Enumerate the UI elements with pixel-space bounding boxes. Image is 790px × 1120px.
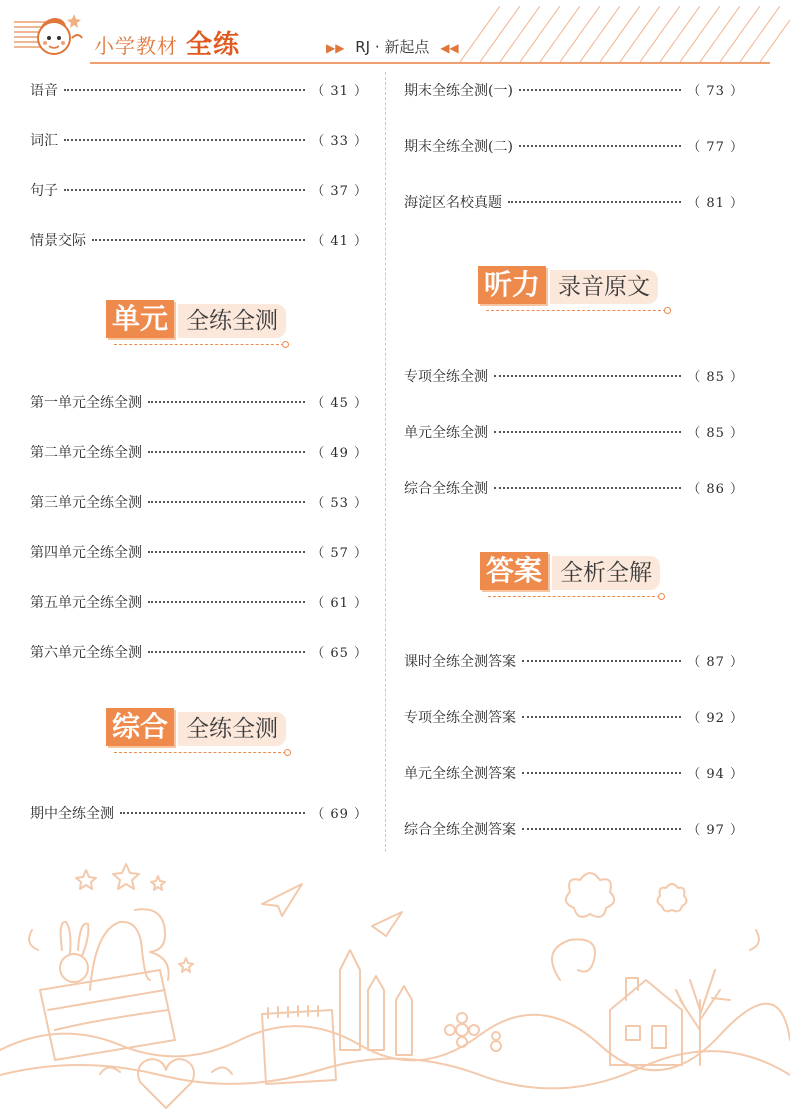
toc-title: 期末全练全测(二): [404, 139, 513, 155]
toc-item[interactable]: [30, 180, 368, 200]
toc-page: （ 94 ）: [687, 767, 744, 782]
section-banner-unit: [106, 300, 286, 350]
leader-dots: [494, 487, 681, 489]
toc-item[interactable]: [30, 542, 368, 562]
toc-title: 第一单元全练全测: [30, 395, 142, 411]
leader-dots: [522, 772, 681, 774]
toc-page: （ 73 ）: [687, 84, 744, 99]
brand-strong-text: 全练: [186, 30, 241, 60]
column-divider: [385, 72, 386, 852]
toc-item[interactable]: [404, 763, 744, 783]
toc-item[interactable]: [404, 136, 744, 156]
edition-label: [326, 36, 459, 57]
toc-page: （ 45 ）: [311, 396, 368, 411]
toc-item[interactable]: [404, 192, 744, 212]
page-header: [0, 0, 790, 70]
toc-item[interactable]: [30, 642, 368, 662]
toc-item[interactable]: [30, 492, 368, 512]
toc-page: （ 85 ）: [687, 370, 744, 385]
double-arrow-left-icon: ◀◀: [440, 41, 459, 55]
leader-dots: [120, 812, 305, 814]
section-banner-sub: 录音原文: [550, 270, 658, 304]
section-banner-underline: [488, 596, 660, 597]
section-banner-dot: [284, 749, 291, 756]
toc-page: （ 92 ）: [687, 711, 744, 726]
toc-page: （ 61 ）: [311, 596, 368, 611]
toc-page: （ 69 ）: [311, 807, 368, 822]
leader-dots: [508, 201, 681, 203]
toc-item[interactable]: [404, 819, 744, 839]
star-icon: [76, 870, 96, 889]
leader-dots: [148, 551, 305, 553]
leader-dots: [148, 401, 305, 403]
section-banner-sub: 全练全测: [178, 304, 286, 338]
toc-item[interactable]: [404, 478, 744, 498]
toc-item[interactable]: [30, 230, 368, 250]
toc-title: 第五单元全练全测: [30, 595, 142, 611]
toc-title: 情景交际: [30, 233, 86, 249]
toc-item[interactable]: [404, 651, 744, 671]
toc-title: 句子: [30, 183, 58, 199]
toc-page: （ 31 ）: [311, 84, 368, 99]
leader-dots: [148, 651, 305, 653]
toc-item[interactable]: [30, 130, 368, 150]
leader-dots: [522, 660, 681, 662]
section-banner-dot: [282, 341, 289, 348]
leader-dots: [519, 145, 681, 147]
leader-dots: [92, 239, 305, 241]
toc-title: 词汇: [30, 133, 58, 149]
toc-page: （ 85 ）: [687, 426, 744, 441]
section-banner-answers: [480, 552, 662, 602]
toc-title: 第三单元全练全测: [30, 495, 142, 511]
header-hatch-decoration: [460, 6, 790, 62]
toc-page: （ 97 ）: [687, 823, 744, 838]
leader-dots: [522, 716, 681, 718]
toc-title: 海淀区名校真题: [404, 195, 502, 211]
section-banner-comprehensive: [106, 708, 288, 758]
toc-item[interactable]: [404, 80, 744, 100]
toc-page: （ 37 ）: [311, 184, 368, 199]
section-banner-dot: [658, 593, 665, 600]
toc-title: 单元全练全测答案: [404, 766, 516, 782]
toc-title: 专项全练全测: [404, 369, 488, 385]
toc-page: （ 86 ）: [687, 482, 744, 497]
toc-title: 期末全练全测(一): [404, 83, 513, 99]
toc-item[interactable]: [404, 366, 744, 386]
section-banner-main: 单元: [106, 300, 174, 338]
toc-title: 单元全练全测: [404, 425, 488, 441]
leader-dots: [148, 601, 305, 603]
leader-dots: [64, 189, 305, 191]
leader-dots: [494, 375, 681, 377]
toc-title: 第二单元全练全测: [30, 445, 142, 461]
section-banner-underline: [114, 752, 286, 753]
toc-page: （ 53 ）: [311, 496, 368, 511]
toc-page: （ 41 ）: [311, 234, 368, 249]
leader-dots: [148, 501, 305, 503]
toc-item[interactable]: [30, 442, 368, 462]
brand-title: [94, 24, 240, 61]
toc-page: （ 81 ）: [687, 196, 744, 211]
toc-page: （ 87 ）: [687, 655, 744, 670]
leader-dots: [64, 89, 305, 91]
toc-item[interactable]: [30, 803, 368, 823]
toc-title: 综合全练全测: [404, 481, 488, 497]
toc-item[interactable]: [30, 80, 368, 100]
section-banner-listening: [478, 266, 668, 316]
toc-item[interactable]: [404, 422, 744, 442]
section-banner-sub: 全析全解: [552, 556, 660, 590]
section-banner-sub: 全练全测: [178, 712, 286, 746]
toc-title: 第六单元全练全测: [30, 645, 142, 661]
leader-dots: [519, 89, 681, 91]
star-icon: [113, 864, 139, 889]
footer-illustration: [0, 850, 790, 1120]
edition-text: RJ · 新起点: [355, 38, 430, 56]
section-banner-dot: [664, 307, 671, 314]
toc-title: 语音: [30, 83, 58, 99]
toc-title: 综合全练全测答案: [404, 822, 516, 838]
toc-title: 课时全练全测答案: [404, 654, 516, 670]
header-underline: [90, 62, 770, 64]
section-banner-main: 听力: [478, 266, 546, 304]
toc-page: （ 33 ）: [311, 134, 368, 149]
section-banner-underline: [114, 344, 284, 345]
toc-item[interactable]: [30, 592, 368, 612]
section-banner-main: 答案: [480, 552, 548, 590]
toc-page: （ 65 ）: [311, 646, 368, 661]
brand-text: 小学教材: [94, 34, 178, 58]
leader-dots: [148, 451, 305, 453]
section-banner-underline: [486, 310, 666, 311]
toc-title: 专项全练全测答案: [404, 710, 516, 726]
star-icon: [179, 958, 193, 972]
toc-item[interactable]: [404, 707, 744, 727]
section-banner-main: 综合: [106, 708, 174, 746]
leader-dots: [64, 139, 305, 141]
toc-page: （ 77 ）: [687, 140, 744, 155]
toc-item[interactable]: [30, 392, 368, 412]
leader-dots: [494, 431, 681, 433]
mascot-logo-icon: [14, 8, 90, 64]
toc-page: （ 57 ）: [311, 546, 368, 561]
toc-title: 第四单元全练全测: [30, 545, 142, 561]
double-arrow-right-icon: ▶▶: [326, 41, 345, 55]
toc-title: 期中全练全测: [30, 806, 114, 822]
toc-page: （ 49 ）: [311, 446, 368, 461]
star-icon: [151, 876, 165, 890]
leader-dots: [522, 828, 681, 830]
